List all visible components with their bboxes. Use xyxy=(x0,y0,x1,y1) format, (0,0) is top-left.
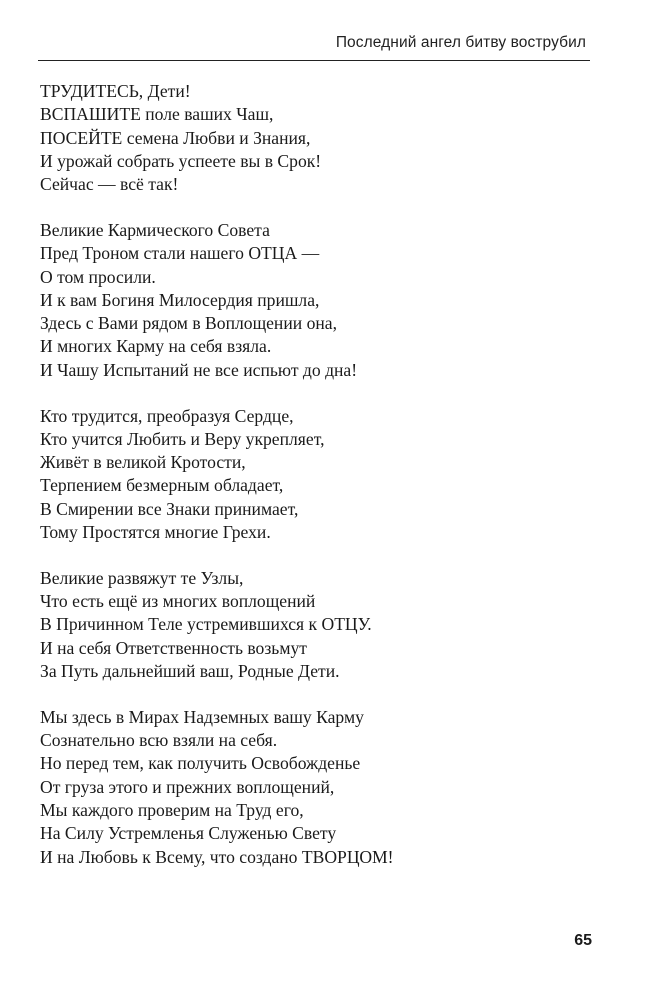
stanza-4 xyxy=(40,567,600,683)
poem-line: Сейчас — всё так! xyxy=(40,174,179,195)
poem-line: Что есть ещё из многих воплощений xyxy=(40,591,316,612)
poem-line: И к вам Богиня Милосердия пришла, xyxy=(40,289,320,310)
poem-line: В Смирении все Знаки принимает, xyxy=(40,498,299,519)
poem-line: Живёт в великой Кротости, xyxy=(40,452,246,473)
poem-line: Но перед тем, как получить Освобожденье xyxy=(40,753,361,774)
poem-line: За Путь дальнейший ваш, Родные Дети. xyxy=(40,661,340,682)
stanza-2 xyxy=(40,219,600,382)
page-number: 65 xyxy=(574,932,592,949)
poem-line: И на Любовь к Всему, что создано ТВОРЦОМ! xyxy=(40,846,394,867)
poem-line: И Чашу Испытаний не все испьют до дна! xyxy=(40,359,358,380)
poem-line: И урожай собрать успеете вы в Срок! xyxy=(40,150,322,171)
poem-line: ТРУДИТЕСЬ, Дети! xyxy=(40,81,191,101)
poem-body xyxy=(40,80,600,891)
running-header-title: Последний ангел битву вострубил xyxy=(335,34,586,51)
stanza-3 xyxy=(40,405,600,545)
poem-line: ПОСЕЙТЕ семена Любви и Знания, xyxy=(40,127,311,148)
poem-line: Великие Кармического Совета xyxy=(40,219,270,240)
poem-line: Великие развяжут те Узлы, xyxy=(40,567,244,588)
poem-line: О том просили. xyxy=(40,266,156,287)
poem-line: Мы каждого проверим на Труд его, xyxy=(40,800,304,821)
poem-line: Тому Простятся многие Грехи. xyxy=(40,522,271,543)
poem-line: Кто трудится, преобразуя Сердце, xyxy=(40,405,294,426)
poem-line: Пред Троном стали нашего ОТЦА — xyxy=(40,243,320,264)
stanza-1 xyxy=(40,80,600,196)
poem-line: И многих Карму на себя взяла. xyxy=(40,336,272,357)
poem-line: В Причинном Теле устремившихся к ОТЦУ. xyxy=(40,614,372,635)
poem-line: Кто учится Любить и Веру укрепляет, xyxy=(40,428,325,449)
header-divider xyxy=(38,60,590,61)
poem-line: Мы здесь в Мирах Надземных вашу Карму xyxy=(40,706,364,727)
poem-line: ВСПАШИТЕ поле ваших Чаш, xyxy=(40,104,274,125)
poem-line: Терпением безмерным обладает, xyxy=(40,475,284,496)
poem-line: От груза этого и прежних воплощений, xyxy=(40,776,335,797)
poem-line: Здесь с Вами рядом в Воплощении она, xyxy=(40,313,337,334)
poem-line: На Силу Устремленья Служенью Свету xyxy=(40,823,337,844)
poem-line: И на себя Ответственность возьмут xyxy=(40,637,307,658)
poem-line: Сознательно всю взяли на себя. xyxy=(40,730,278,751)
stanza-5 xyxy=(40,706,600,869)
